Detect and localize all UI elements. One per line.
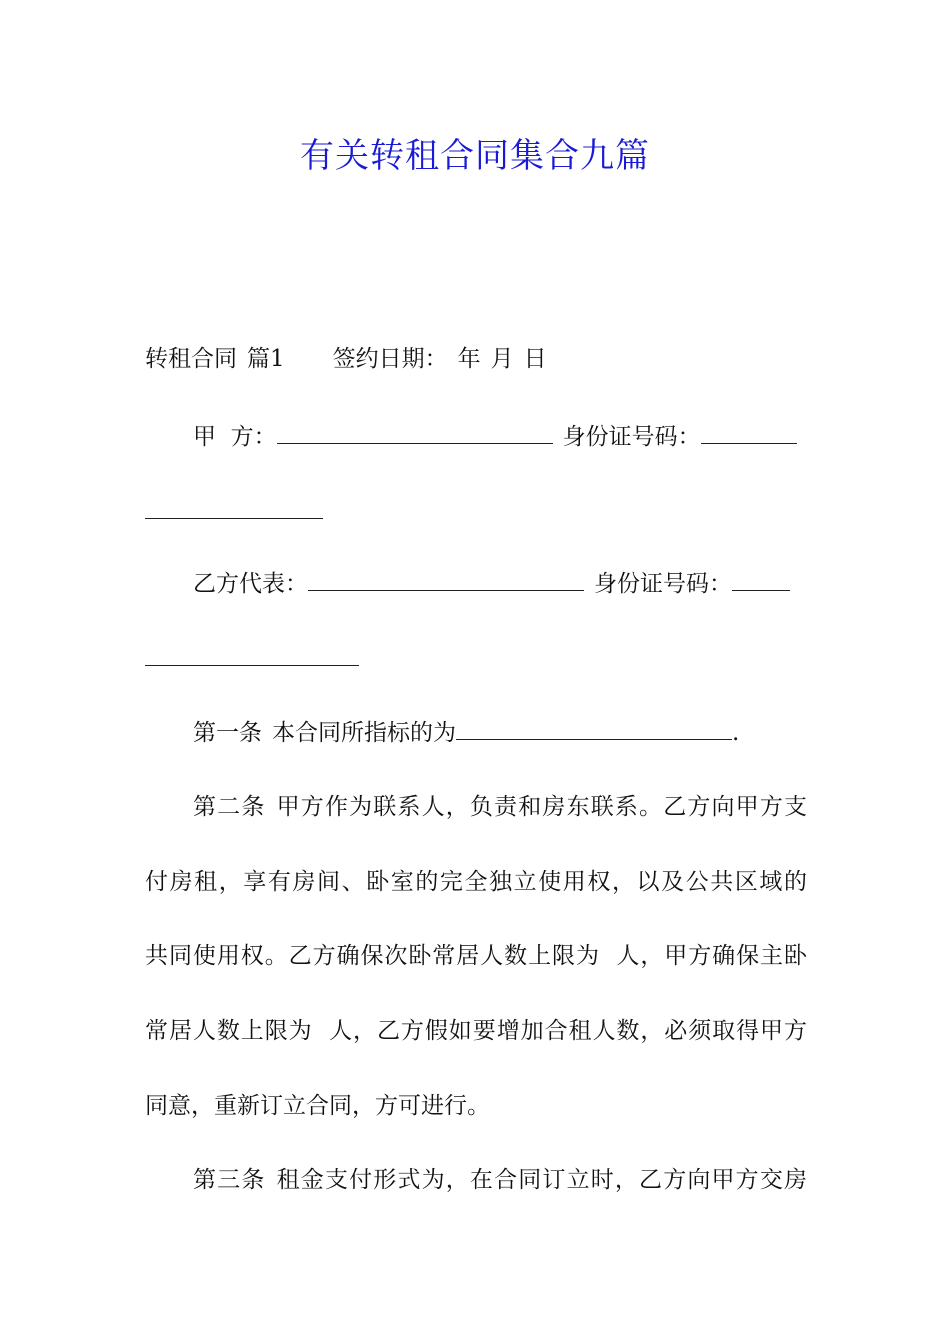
- article-2-line-2: 付房租，享有房间、卧室的完全独立使用权，以及公共区域的: [145, 869, 807, 895]
- party-a-id-blank-continued: [145, 496, 323, 519]
- party-a-id-label: 身份证号码：: [562, 424, 701, 450]
- date-month: 月: [490, 346, 514, 372]
- party-b-name-blank: [308, 568, 584, 591]
- article-2-text-1: 甲方作为联系人，负责和房东联系。乙方向甲方支: [275, 794, 808, 820]
- date-year: 年: [457, 346, 481, 372]
- party-a-id-blank: [701, 421, 797, 444]
- article-1: [193, 717, 807, 748]
- article-2-line-3: 共同使用权。乙方确保次卧常居人数上限为 人，甲方确保主卧: [145, 943, 807, 969]
- article-2-line-1: [193, 792, 807, 822]
- article-1-blank: [456, 717, 732, 740]
- article-3-text-1: 租金支付形式为，在合同订立时，乙方向甲方交房: [275, 1167, 808, 1193]
- party-a-line: [193, 421, 807, 452]
- party-b-id-continued: [145, 643, 807, 674]
- article-1-heading: 第一条: [193, 720, 262, 746]
- contract-header-line: [145, 344, 807, 374]
- party-a-id-continued: [145, 496, 807, 527]
- party-b-label: 乙方代表：: [193, 571, 308, 597]
- article-2-heading: 第二条: [193, 794, 266, 820]
- article-2-line-5: 同意，重新订立合同，方可进行。: [145, 1093, 490, 1119]
- contract-label: 转租合同: [145, 346, 237, 372]
- article-3-line-1: [193, 1165, 807, 1195]
- party-a-name-blank: [277, 421, 553, 444]
- document-title: 有关转租合同集合九篇: [300, 136, 650, 176]
- party-b-line: [193, 568, 807, 599]
- article-1-end: .: [732, 720, 740, 746]
- sign-date-label: 签约日期：: [332, 346, 448, 372]
- party-b-id-blank: [732, 568, 790, 591]
- party-a-label: 甲 方：: [193, 424, 277, 450]
- contract-part: 篇1: [247, 346, 285, 372]
- party-b-id-label: 身份证号码：: [594, 571, 732, 597]
- date-day: 日: [523, 346, 547, 372]
- article-1-text: 本合同所指标的为: [272, 720, 456, 746]
- article-2-line-4: 常居人数上限为 人，乙方假如要增加合租人数，必须取得甲方: [145, 1018, 807, 1044]
- article-3-heading: 第三条: [193, 1167, 266, 1193]
- party-b-id-blank-continued: [145, 643, 359, 666]
